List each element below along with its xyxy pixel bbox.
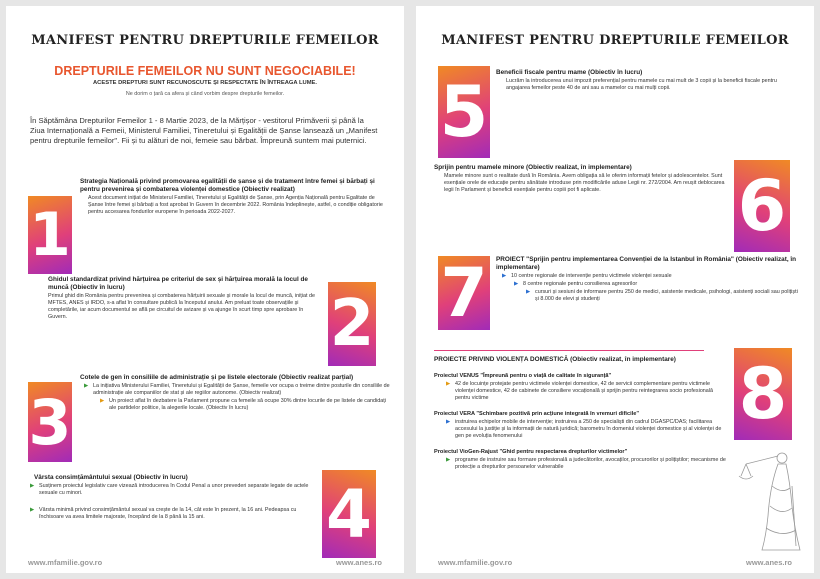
project-venus-bullet: ▶ 42 de locuințe protejate pentru victimele violenței domestice, 42 de servicii complementare pentru victimele violenței domestice, 42 de cabinete de consiliere vocațională și sprijin pentru reintegrarea socio profesională pentru victime (446, 381, 714, 401)
item-1-text: Acest document inițiat de Ministerul Familiei, Tineretului și Egalității de Șanse, prin Agenția Națională pentru Egalitate de Șanse între femei și bărbați a fost aprobat în Guvern în decembrie 2022. România îndeplinește, astfel, o condiție obligatorie pentru accesarea fondurilor europene în perioada 2022-2027. (88, 195, 383, 215)
tagline: Ne dorim o țară ca afera și când vorbim despre drepturile femeilor. (125, 91, 285, 97)
project-vera-bullet: ▶ instruirea echipelor mobile de intervenție; instruirea a 250 de specialiști din cadrul DGASPC/DAS; facilitarea accesului la justiție și la informații de natură juridică; barometru în domeniul violenței domestice și al violenței de gen pe evoluția fenomenului (446, 419, 722, 439)
item-7-bullet-3: ▶ cursuri și sesiuni de informare pentru 250 de medici, asistente medicale, psihologi, asistenți sociali sau polițiști și 8.000 de elevi și studenți (526, 289, 798, 302)
left-page (6, 6, 404, 573)
number-1-badge: 1 (28, 196, 72, 274)
footer-link-mfamilie[interactable]: www.mfamilie.gov.ro (28, 558, 103, 567)
item-6-block (434, 164, 729, 194)
arrow-right-icon: ▶ (446, 457, 451, 463)
arrow-right-icon: ▶ (446, 381, 451, 387)
number-8-badge: 8 (734, 348, 792, 440)
footer-link-mfamilie[interactable]: www.mfamilie.gov.ro (438, 558, 513, 567)
item-5-heading: Beneficii fiscale pentru mame (Obiectiv în lucru) (496, 69, 643, 76)
arrow-right-icon: ▶ (526, 289, 531, 295)
item-6-heading: Sprijin pentru mamele minore (Obiectiv realizat, în implementare) (434, 164, 632, 171)
right-page (416, 6, 814, 573)
subhead: ACESTE DREPTURI SUNT RECUNOSCUTE ȘI RESPECTATE ÎN ÎNTREAGA LUME. (92, 80, 318, 86)
item-3-heading: Cotele de gen în consiliile de administrație și pe listele electorale (Obiectiv realizat parțial) (80, 374, 354, 381)
item-1-block (80, 178, 390, 216)
item-4-bullet-2: ▶ Vârsta minimă privind consimțământul sexual va crește de la 14, cât este în prezent, la 16 ani. Pedeapsa cu închisoare va avea limitele majorate, începând de la 8 până la 15 ani. (30, 507, 297, 520)
arrow-right-icon: ▶ (100, 398, 105, 404)
project-viogen-title: Proiectul VioGen-Rajust "Ghid pentru respectarea drepturilor victimelor" (434, 449, 628, 455)
page-title: MANIFEST PENTRU DREPTURILE FEMEILOR (31, 33, 379, 48)
item-2-heading: Ghidul standardizat privind hărțuirea pe criteriul de sex și hărțuirea morală la locul de muncă (Obiectiv în lucru) (48, 276, 308, 291)
item-7-heading: PROIECT "Sprijin pentru implementarea Convenției de la Istanbul în România" (Obiectiv realizat, în implementare) (496, 256, 797, 271)
item-3-bullet-2: ▶ Un proiect aflat în dezbatere la Parlament propune ca femeile să ocupe 30% dintre locurile de pe listele de candidați ale partidelor politice, la alegerile locale. (Obiectiv în lucru) (100, 398, 386, 411)
arrow-right-icon: ▶ (30, 483, 35, 489)
intro-text: În Săptămâna Drepturilor Femeilor 1 - 8 Martie 2023, de la Mărțișor - vestitorul Primăverii și până la Ziua Internațională a Femeii, Ministerul Familiei, Tineretului și Egalității de Șanse lansează un „Manifest pentru drepturile femeilor". Fii și tu alături de noi, femeie sau bărbat. Împreună suntem mai puternici. (30, 116, 378, 145)
item-1-heading: Strategia Națională privind promovarea egalității de șanse și de tratament între femei și bărbați și pentru prevenirea și combaterea violenței domestice (Obiectiv realizat) (80, 178, 375, 193)
footer-link-anes[interactable]: www.anes.ro (336, 558, 382, 567)
item-6-text: Mamele minore sunt o realitate dură în România. Avem obligația să le oferim informații fetelor și adolescentelor. Sunt esențiale orele de educație pentru sănătate introduse prin modificările aduse Legii nr. 272/2004. Am reușit deblocarea legii în Parlament și beneficii esențiale pentru copiii pot fi aplicate. (444, 173, 725, 193)
arrow-right-icon: ▶ (514, 281, 519, 287)
number-2-badge: 2 (328, 282, 376, 366)
item-2-text: Primul ghid din România pentru prevenirea și combaterea hărțuirii sexuale și morale la locul de muncă, inițiat de MFTES, ANES și IRDO, s-a aflat în consultare publică la începutul anului. Am preluat toate observațiile și completările, iar acum documentul se află pe circuitul de avizare și va ajunge în scurt timp spre aprobare în Guvern. (48, 293, 315, 320)
item-8-heading: PROIECTE PRIVIND VIOLENȚA DOMESTICĂ (Obiectiv realizat, în implementare) (434, 356, 676, 363)
item-4-bullet-1: ▶ Susținem proiectul legislativ care vizează introducerea în Codul Penal a unor prevederi separate legate de actele sexuale cu minori. (30, 483, 309, 496)
footer-link-anes[interactable]: www.anes.ro (746, 558, 792, 567)
headline: DREPTURILE FEMEILOR NU SUNT NEGOCIABILE! (54, 64, 356, 78)
item-7-bullet-2: ▶ 8 centre regionale pentru consilierea agresorilor (514, 281, 638, 287)
lady-justice-illustration (738, 446, 808, 556)
arrow-right-icon: ▶ (84, 383, 89, 389)
project-venus-title: Proiectul VENUS "Împreună pentru o viață de calitate în siguranță" (434, 373, 612, 379)
number-7-badge: 7 (438, 256, 490, 330)
item-8-block (434, 356, 729, 471)
arrow-right-icon: ▶ (30, 507, 35, 513)
item-5-block (496, 69, 796, 92)
page-title: MANIFEST PENTRU DREPTURILE FEMEILOR (441, 33, 789, 48)
item-7-block (496, 256, 801, 303)
number-3-badge: 3 (28, 382, 72, 462)
arrow-right-icon: ▶ (446, 419, 451, 425)
divider (434, 350, 704, 351)
item-4-heading: Vârsta consimțământului sexual (Obiectiv în lucru) (34, 474, 188, 481)
number-6-badge: 6 (734, 160, 790, 252)
number-4-badge: 4 (322, 470, 376, 558)
project-vera-title: Proiectul VERA "Schimbare pozitivă prin acțiune integrată în vremuri dificile" (434, 411, 639, 417)
item-5-text: Lucrăm la introducerea unui impozit preferențial pentru mamele cu mai mult de 3 copii și la beneficii fiscale pentru angajarea femeilor peste 40 de ani sau a mamelor cu mai mulți copii. (506, 78, 777, 91)
item-2-block (40, 276, 320, 321)
item-3-block (80, 374, 390, 412)
item-3-bullet-1: ▶ La inițiativa Ministerului Familiei, Tineretului și Egalității de Șanse, femeile vor ocupa o treime dintre posturile din consiliile de administrație ale companiilor de stat și ale regiilor autonome. (Obiectiv realizat) (84, 383, 390, 396)
item-7-bullet-1: ▶ 10 centre regionale de intervenție pentru victimele violenței sexuale (502, 273, 672, 279)
arrow-right-icon: ▶ (502, 273, 507, 279)
number-5-badge: 5 (438, 66, 490, 158)
item-4-block (30, 474, 320, 521)
project-viogen-bullet: ▶ programe de instruire sau formare profesională a judecătorilor, avocaților, procurorilor și polițiștilor; mecanisme de protecție a drepturilor persoanelor vulnerabile (446, 457, 726, 470)
